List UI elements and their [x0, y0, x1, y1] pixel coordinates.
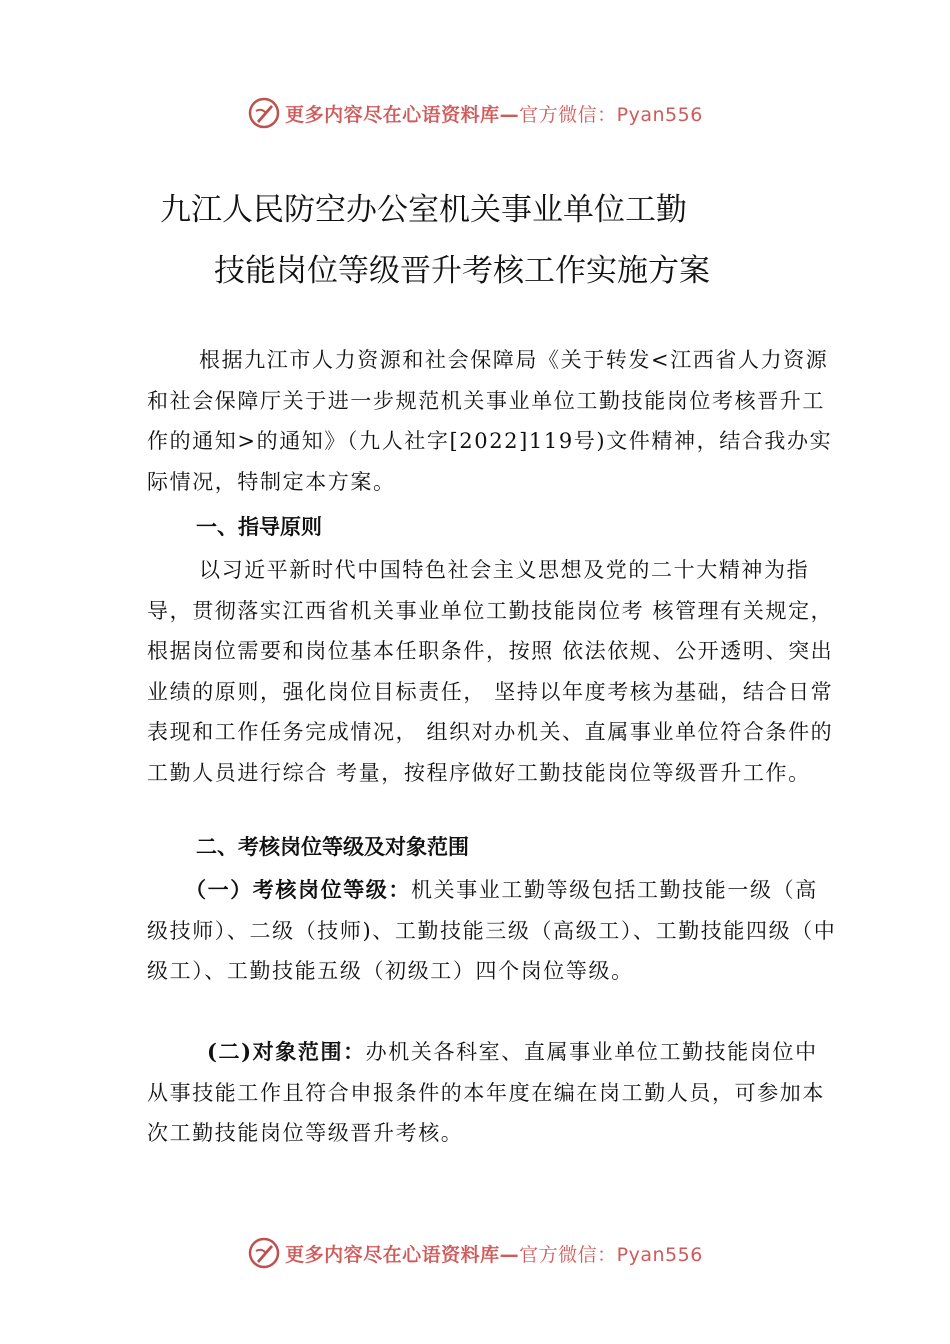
section2-item2-label: (二)对象范围：	[207, 1039, 366, 1064]
section2-item2-body: 办机关各科室、直属事业单位工勤技能岗位中从事技能工作且符合申报条件的本年度在编在岗工勤人员，可参加本次工勤技能岗位等级晋升考核。	[147, 1040, 825, 1145]
section2-item1-body: 机关事业工勤等级包括工勤技能一级（高级技师）、二级（技师)、工勤技能三级（高级工）、工勤技能四级（中级工）、工勤技能五级（初级工）四个岗位等级。	[147, 878, 837, 983]
logo-icon	[247, 1236, 281, 1270]
section2-item1-label: （一）考核岗位等级：	[185, 877, 411, 902]
document-title-line1: 九江人民防空办公室机关事业单位工勤	[160, 192, 687, 228]
logo-icon	[247, 96, 281, 130]
section2-heading: 二、考核岗位等级及对象范围	[196, 835, 469, 859]
section1-heading: 一、指导原则	[196, 515, 322, 539]
intro-paragraph: 根据九江市人力资源和社会保障局《关于转发<江西省人力资源和社会保障厅关于进一步规范机关事业单位工勤技能岗位考核晋升工作的通知>的通知》（九人社字[2022]119号)文件精神，结合我办实际情况，特制定本方案。	[147, 348, 833, 494]
banner-text: 更多内容尽在心语资料库—官方微信：Pyan556	[285, 1243, 703, 1266]
document-title-line2: 技能岗位等级晋升考核工作实施方案	[214, 253, 710, 289]
wechat-id: 官方微信：Pyan556	[519, 1243, 703, 1266]
section2-item1	[147, 870, 837, 992]
banner-text: 更多内容尽在心语资料库—官方微信：Pyan556	[285, 103, 703, 126]
section1-body: 以习近平新时代中国特色社会主义思想及党的二十大精神为指导，贯彻落实江西省机关事业单位工勤技能岗位考 核管理有关规定，根据岗位需要和岗位基本任职条件，按照 依法依规、公开透明、突出业绩的原则，强化岗位目标责任， 坚持以年度考核为基础，结合日常表现和工作任务完成情况， 组织对办机关、直属事业单位符合条件的工勤人员进行综合 考量，按程序做好工勤技能岗位等级晋升工作。	[147, 558, 834, 785]
header-banner	[0, 96, 950, 130]
section2-item2	[147, 1032, 837, 1154]
footer-banner	[0, 1236, 950, 1270]
wechat-id: 官方微信：Pyan556	[519, 103, 703, 126]
